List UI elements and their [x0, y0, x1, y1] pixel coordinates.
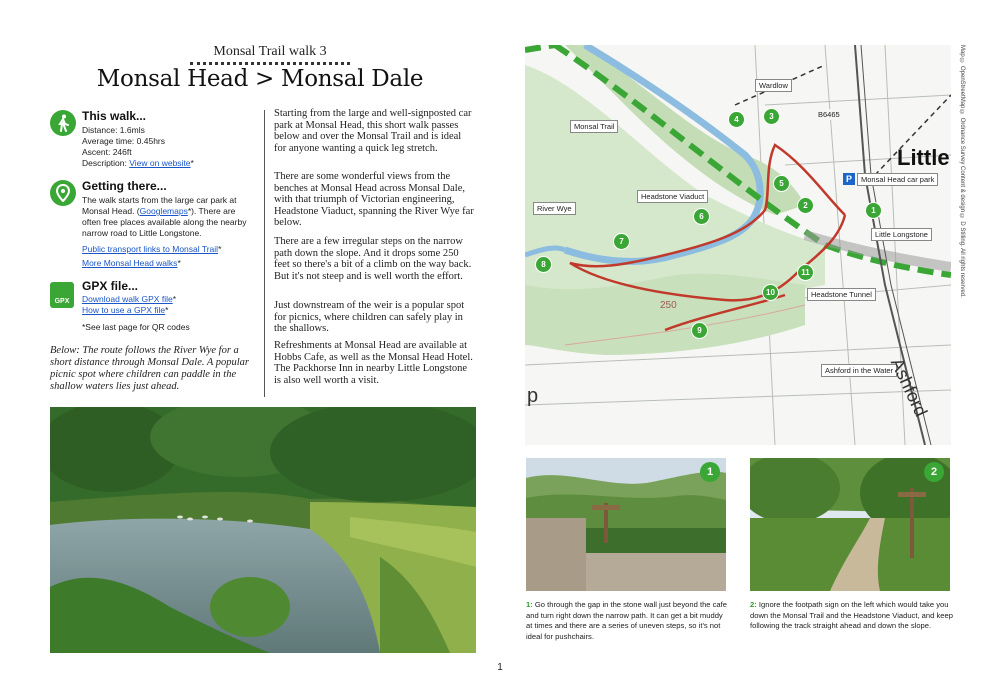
step-1-photo: [526, 458, 726, 591]
getting-there-text: narrow road to Little Longstone.: [82, 228, 202, 238]
how-to-use-gpx-link[interactable]: How to use a GPX file: [82, 305, 166, 315]
googlemaps-link[interactable]: Googlemaps: [139, 206, 188, 216]
description-label: Description:: [82, 158, 127, 168]
steps-paragraph: There are a few irregular steps on the narrow path down the slope. And it drops some 250 feet so there's a bit of a climb on the way back. But it's not steep and is well worth the effort.: [274, 236, 472, 282]
gpx-download-line: Download walk GPX file*: [82, 294, 177, 304]
column-divider: [264, 110, 265, 397]
waypoint-9: 9: [691, 322, 708, 339]
more-monsal-head-walks-link[interactable]: More Monsal Head walks: [82, 258, 178, 268]
waypoint-10: 10: [762, 284, 779, 301]
step-1-text: Go through the gap in the stone wall just beyond the cafe and turn right down the narrow path. It can get a bit muddy at times and there are a series of uneven steps, so it's not ideal for pushchairs.: [526, 600, 727, 641]
map-label-little-longstone: Little Longstone: [871, 228, 932, 241]
map-label-car-park: Monsal Head car park: [857, 173, 938, 186]
map-label-river-wye: River Wye: [533, 202, 576, 215]
waypoint-4: 4: [728, 111, 745, 128]
view-on-website-link[interactable]: View on website: [129, 158, 191, 168]
step-1-number: 1:: [526, 600, 533, 609]
map-label-ashford-in-the-water: Ashford in the Water: [821, 364, 897, 377]
waypoint-6: 6: [693, 208, 710, 225]
parking-icon: P: [843, 173, 855, 185]
step-2-number: 2:: [750, 600, 757, 609]
gpx-howto-line: How to use a GPX file*: [82, 305, 169, 315]
waypoint-2: 2: [797, 197, 814, 214]
route-map: [525, 45, 951, 445]
waypoint-3: 3: [763, 108, 780, 125]
walk-description-line: Description: View on website*: [82, 158, 194, 168]
walk-time: Average time: 0.45hrs: [82, 136, 165, 146]
walker-icon: [50, 110, 76, 136]
map-label-edge-letter: p: [527, 385, 539, 407]
map-label-headstone-tunnel: Headstone Tunnel: [807, 288, 876, 301]
intro-paragraph: Starting from the large and well-signposted car park at Monsal Head, this short walk passes below and over the Monsal Trail and is ideal for anyone wanting a quick leg stretch.: [274, 108, 472, 154]
gpx-icon-label: GPX: [54, 298, 70, 305]
map-credit: Map © OpenStreetMap © Ordnance Survey Content & design © D Stilling. All rights reserved.: [959, 45, 965, 298]
getting-there-heading: Getting there...: [82, 179, 167, 193]
map-label-little: Little: [897, 145, 950, 170]
step-2-text: Ignore the footpath sign on the left which would take you down the Monsal Trail and the Headstone Viaduct, and keep following the track straight ahead and down the slope.: [750, 600, 953, 630]
map-label-contour-250: 250: [660, 300, 677, 311]
step-1-badge: 1: [700, 462, 720, 482]
step-2-photo: [750, 458, 950, 591]
page-title: Monsal Head > Monsal Dale: [96, 66, 424, 92]
step-1-caption: [526, 600, 731, 642]
location-pin-icon: [50, 180, 76, 206]
qr-note: *See last page for QR codes: [82, 322, 190, 332]
dotted-divider: [190, 62, 350, 65]
waypoint-8: 8: [535, 256, 552, 273]
public-transport-link[interactable]: Public transport links to Monsal Trail: [82, 244, 219, 254]
photo-caption: Below: The route follows the River Wye for a short distance through Monsal Dale. A popular picnic spot where children can paddle in the shallow waters lies just ahead.: [50, 345, 250, 392]
map-label-headstone-viaduct: Headstone Viaduct: [637, 190, 708, 203]
gpx-file-icon: [50, 282, 74, 308]
gpx-heading: GPX file...: [82, 279, 139, 293]
map-label-ashford-road: Ashford: [886, 355, 932, 420]
refreshments-paragraph: Refreshments at Monsal Head are available at Hobbs Cafe, as well as the Monsal Head Hotel. The Packhorse Inn in nearby Little Longstone is also well worth a visit.: [274, 340, 473, 386]
picnic-paragraph: Just downstream of the weir is a popular spot for picnics, where children can safely play in the shallows.: [274, 300, 465, 334]
public-transport-line: Public transport links to Monsal Trail*: [82, 244, 222, 254]
views-paragraph: There are some wonderful views from the benches at Monsal Head across Monsal Dale, with that triumph of Victorian engineering, Headstone Viaduct, spanning the River Wye far below.: [274, 171, 474, 228]
walk-info-heading: This walk...: [82, 109, 147, 123]
page-number: 1: [497, 662, 503, 673]
walk-distance: Distance: 1.6mls: [82, 125, 145, 135]
download-gpx-link[interactable]: Download walk GPX file: [82, 294, 173, 304]
getting-there-text: often free places available along the nearby: [82, 217, 247, 227]
step-2-badge: 2: [924, 462, 944, 482]
map-label-road-b6465: B6465: [815, 109, 843, 120]
getting-there-text: Monsal Head. (Googlemaps*). There are: [82, 206, 236, 216]
waypoint-1: 1: [865, 202, 882, 219]
waypoint-5: 5: [773, 175, 790, 192]
waypoint-7: 7: [613, 233, 630, 250]
walk-ascent: Ascent: 246ft: [82, 147, 132, 157]
map-label-monsal-trail: Monsal Trail: [570, 120, 618, 133]
map-label-wardlow: Wardlow: [755, 79, 792, 92]
walk-series-label: Monsal Trail walk 3: [213, 44, 327, 59]
getting-there-text: The walk starts from the large car park at: [82, 195, 237, 205]
waypoint-11: 11: [797, 264, 814, 281]
river-wye-photo: [50, 407, 476, 653]
step-2-caption: [750, 600, 955, 632]
more-walks-line: More Monsal Head walks*: [82, 258, 181, 268]
